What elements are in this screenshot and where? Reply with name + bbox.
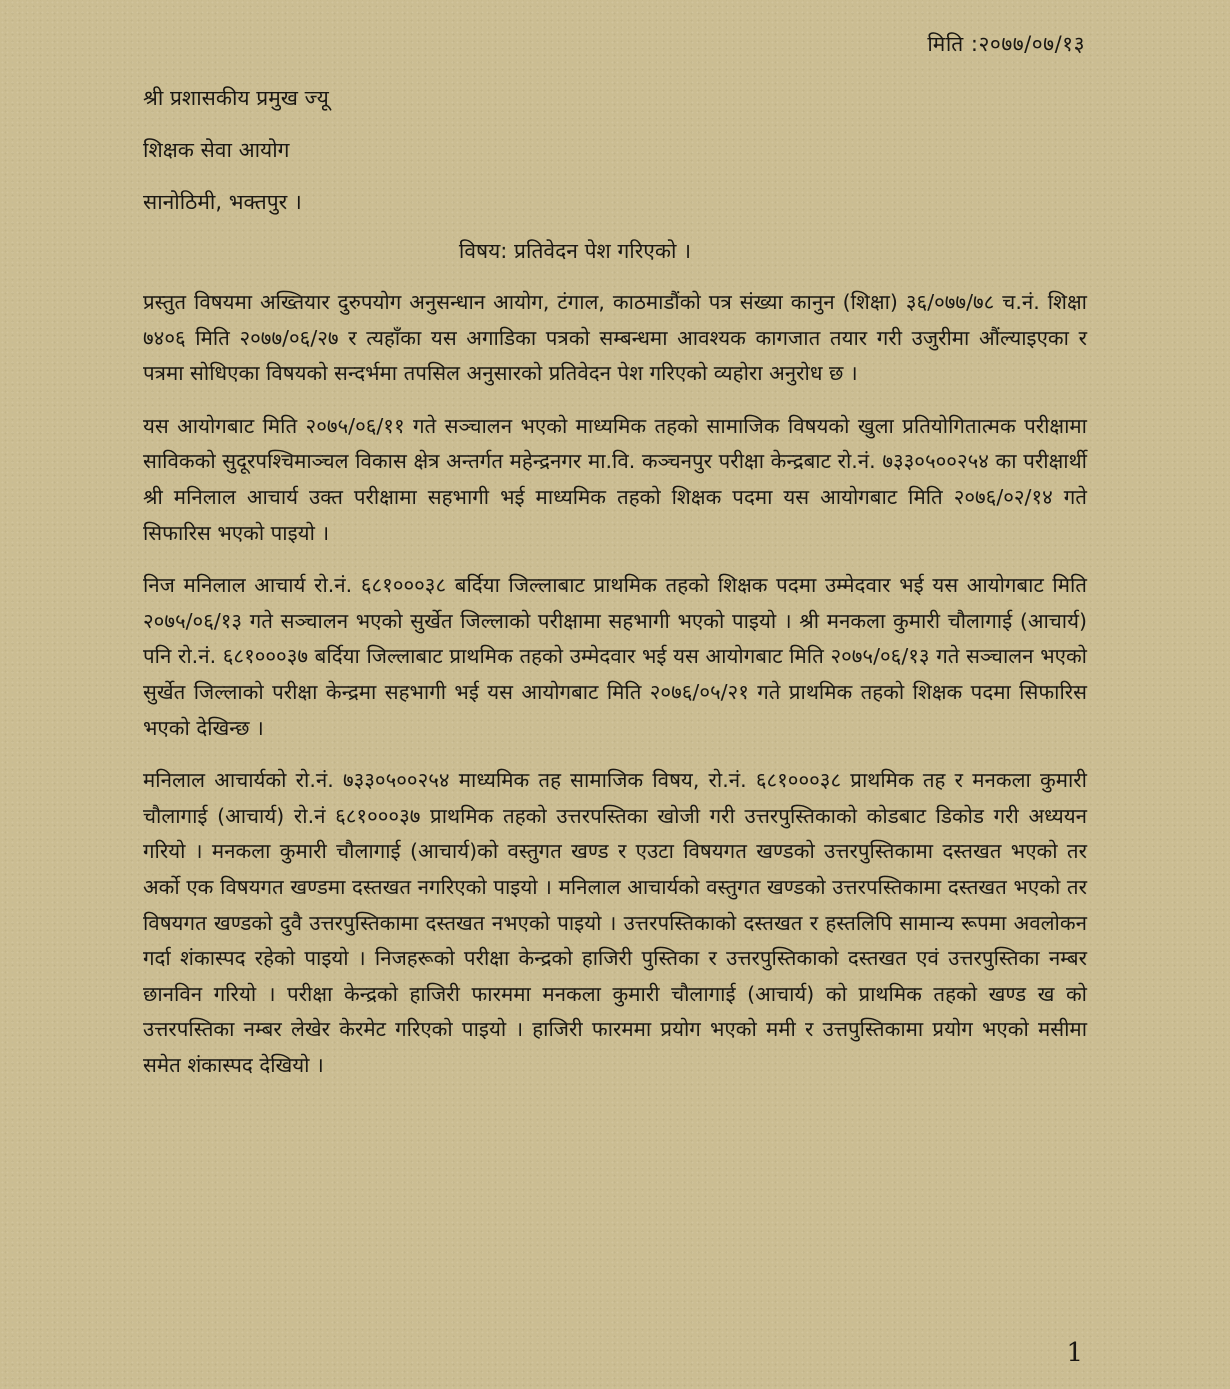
paragraph-3: निज मनिलाल आचार्य रो.नं. ६८१०००३८ बर्दिया जिल्लाबाट प्राथमिक तहको शिक्षक पदमा उम्मेदवार भई यस आयोगबाट मिति २०७५/०६/१३ गते सञ्चालन भएको सुर्खेत जिल्लाको परीक्षामा सहभागी भएको पाइयो । श्री मनकला कुमारी चौलागाई (आचार्य) पनि रो.नं. ६८१०००३७ बर्दिया जिल्लाबाट प्राथमिक तहको उम्मेदवार भई यस आयोगबाट मिति २०७५/०६/१३ गते सञ्चालन भएको सुर्खेत जिल्लाको परीक्षा केन्द्रमा सहभागी भई यस आयोगबाट मिति २०७६/०५/२१ गते प्राथमिक तहको शिक्षक पदमा सिफारिस भएको देखिन्छ ।	[143, 573, 1087, 740]
letter-body	[143, 285, 1087, 1100]
letter-subject: विषय: प्रतिवेदन पेश गरिएको ।	[458, 239, 692, 263]
recipient-title: श्री प्रशासकीय प्रमुख ज्यू	[143, 86, 329, 110]
paragraph-1: प्रस्तुत विषयमा अख्तियार दुरुपयोग अनुसन्धान आयोग, टंगाल, काठमाडौंको पत्र संख्या कानुन (शिक्षा) ३६/०७७/७८ च.नं. शिक्षा ७४०६ मिति २०७७/०६/२७ र त्यहाँका यस अगाडिका पत्रको सम्बन्धमा आवश्यक कागजात तयार गरी उजुरीमा औंल्याइएका र पत्रमा सोधिएका विषयको सन्दर्भमा तपसिल अनुसारको प्रतिवेदन पेश गरिएको व्यहोरा अनुरोध छ ।	[143, 290, 1087, 386]
recipient-organization: शिक्षक सेवा आयोग	[143, 138, 290, 162]
paragraph-2: यस आयोगबाट मिति २०७५/०६/११ गते सञ्चालन भएको माध्यमिक तहको सामाजिक विषयको खुला प्रतियोगितात्मक परीक्षामा साविकको सुदूरपश्चिमाञ्चल विकास क्षेत्र अन्तर्गत महेन्द्रनगर मा.वि. कञ्चनपुर परीक्षा केन्द्रबाट रो.नं. ७३३०५००२५४ का परीक्षार्थी श्री मनिलाल आचार्य उक्त परीक्षामा सहभागी भई माध्यमिक तहको शिक्षक पदमा यस आयोगबाट मिति २०७६/०२/१४ गते सिफारिस भएको पाइयो ।	[143, 413, 1087, 545]
page-number: 1	[1066, 1338, 1083, 1368]
paragraph-4: मनिलाल आचार्यको रो.नं. ७३३०५००२५४ माध्यमिक तह सामाजिक विषय, रो.नं. ६८१०००३८ प्राथमिक तह र मनकला कुमारी चौलागाई (आचार्य) रो.नं ६८१०००३७ प्राथमिक तहको उत्तरपस्तिका खोजी गरी उत्तरपुस्तिकाको कोडबाट डिकोड गरी अध्ययन गरियो । मनकला कुमारी चौलागाई (आचार्य)को वस्तुगत खण्ड र एउटा विषयगत खण्डको उत्तरपुस्तिकामा दस्तखत भएको तर अर्को एक विषयगत खण्डमा दस्तखत नगरिएको पाइयो । मनिलाल आचार्यको वस्तुगत खण्डको उत्तरपस्तिकामा दस्तखत भएको तर विषयगत खण्डको दुवै उत्तरपुस्तिकामा दस्तखत नभएको पाइयो । उत्तरपस्तिकाको दस्तखत र हस्तलिपि सामान्य रूपमा अवलोकन गर्दा शंकास्पद रहेको पाइयो । निजहरूको परीक्षा केन्द्रको हाजिरी पुस्तिका र उत्तरपुस्तिकाको दस्तखत एवं उत्तरपुस्तिका नम्बर छानविन गरियो । परीक्षा केन्द्रको हाजिरी फारममा मनकला कुमारी चौलागाई (आचार्य) को प्राथमिक तहको खण्ड ख को उत्तरपस्तिका नम्बर लेखेर केरमेट गरिएको पाइयो । हाजिरी फारममा प्रयोग भएको ममी र उत्तपुस्तिकामा प्रयोग भएको मसीमा समेत शंकास्पद देखियो ।	[143, 768, 1087, 1077]
letter-date: मिति :२०७७/०७/१३	[927, 32, 1085, 56]
recipient-address: सानोठिमी, भक्तपुर ।	[143, 190, 302, 214]
